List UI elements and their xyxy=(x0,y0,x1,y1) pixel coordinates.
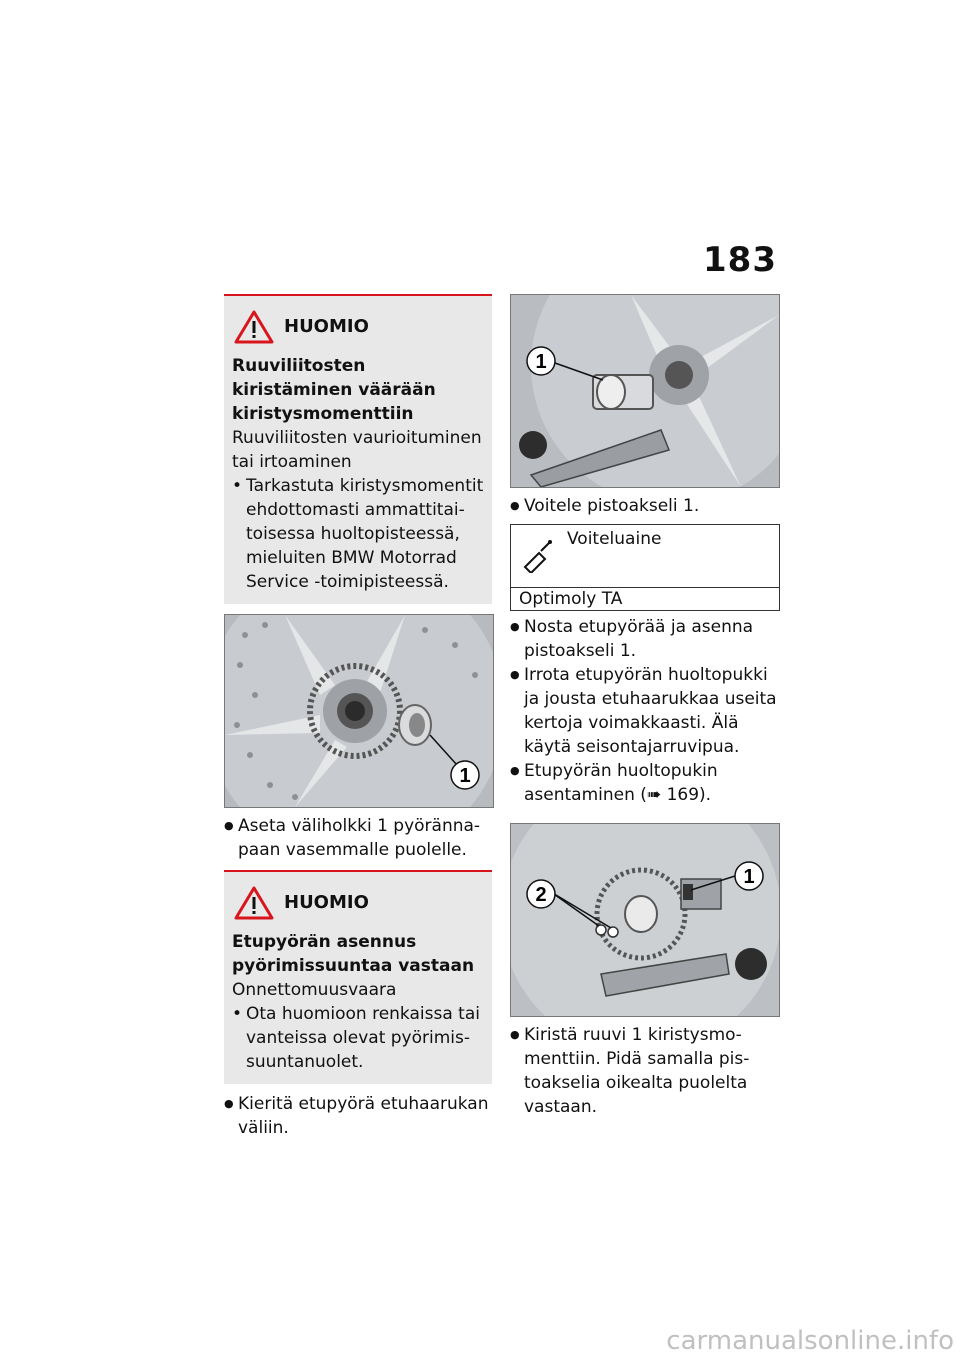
watermark: carmanualsonline.info xyxy=(666,1326,954,1356)
notice-title: HUOMIO xyxy=(284,892,369,913)
step-list-4 xyxy=(510,615,780,807)
callout-1: 1 xyxy=(743,866,755,888)
lubricant-heading: Voiteluaine xyxy=(567,529,662,549)
notice-bullets xyxy=(232,474,484,594)
warning-triangle-icon xyxy=(234,310,274,344)
warning-notice xyxy=(224,294,492,604)
notice-bullets xyxy=(232,1002,484,1074)
lubricant-box xyxy=(510,524,780,611)
step-item: ● Nosta etupyörää ja asenna pistoakseli 1. xyxy=(510,615,780,663)
lubricant-icon xyxy=(519,537,555,573)
step-item: ● Kieritä etupyörä etuhaarukan väliin. xyxy=(224,1092,492,1140)
page-number: 183 xyxy=(703,240,777,280)
callout-2: 2 xyxy=(535,884,547,906)
step-item: ● Voitele pistoakseli 1. xyxy=(510,494,780,518)
warning-triangle-icon xyxy=(234,886,274,920)
step-item: ● Irrota etupyörän huoltopukki ja jousta etuhaarukkaa useita kertoja voimakkaasti. Älä käytä seisontajarruvipua. xyxy=(510,663,780,759)
step-item: ● Kiristä ruuvi 1 kiristysmomenttiin. Pidä samalla pistoakselia oikealta puolelta vastaan. xyxy=(510,1023,780,1119)
notice-subtitle: Etupyörän asennus pyörimissuuntaa vastaan xyxy=(232,932,475,976)
callout-1: 1 xyxy=(535,351,547,373)
wheel-hub-photo xyxy=(224,614,494,808)
axle-illustration xyxy=(511,295,779,487)
bolt-photo xyxy=(510,823,780,1017)
step-list-3 xyxy=(510,494,780,518)
lubricant-value: Optimoly TA xyxy=(519,589,623,609)
right-column xyxy=(510,294,780,1119)
axle-photo xyxy=(510,294,780,488)
callout-1: 1 xyxy=(459,765,471,787)
step-item: ● Aseta väliholkki 1 pyörännapaan vasemmalle puolelle. xyxy=(224,814,492,862)
notice-text: Ruuviliitosten vaurioituminen tai irtoaminen xyxy=(232,428,482,472)
warning-notice xyxy=(224,870,492,1084)
step-list-1 xyxy=(224,814,492,862)
bolt-illustration xyxy=(511,824,779,1016)
wheel-hub-illustration xyxy=(225,615,493,807)
notice-text: Onnettomuusvaara xyxy=(232,980,397,1000)
notice-title: HUOMIO xyxy=(284,316,369,337)
notice-bullet: • Ota huomioon renkaissa tai vanteissa olevat pyörimissuuntanuolet. xyxy=(232,1002,484,1074)
step-list-5 xyxy=(510,1023,780,1119)
step-item: ● Etupyörän huoltopukin asentaminen (➠ 169). xyxy=(510,759,780,807)
notice-bullet: • Tarkastuta kiristysmomentit ehdottomasti ammattitaitoisessa huoltopisteessä, mieluiten BMW Motorrad Service -toimipisteessä. xyxy=(232,474,484,594)
notice-subtitle: Ruuviliitosten kiristäminen väärään kiristysmomenttiin xyxy=(232,356,436,424)
left-column xyxy=(224,294,492,1140)
step-list-2 xyxy=(224,1092,492,1140)
